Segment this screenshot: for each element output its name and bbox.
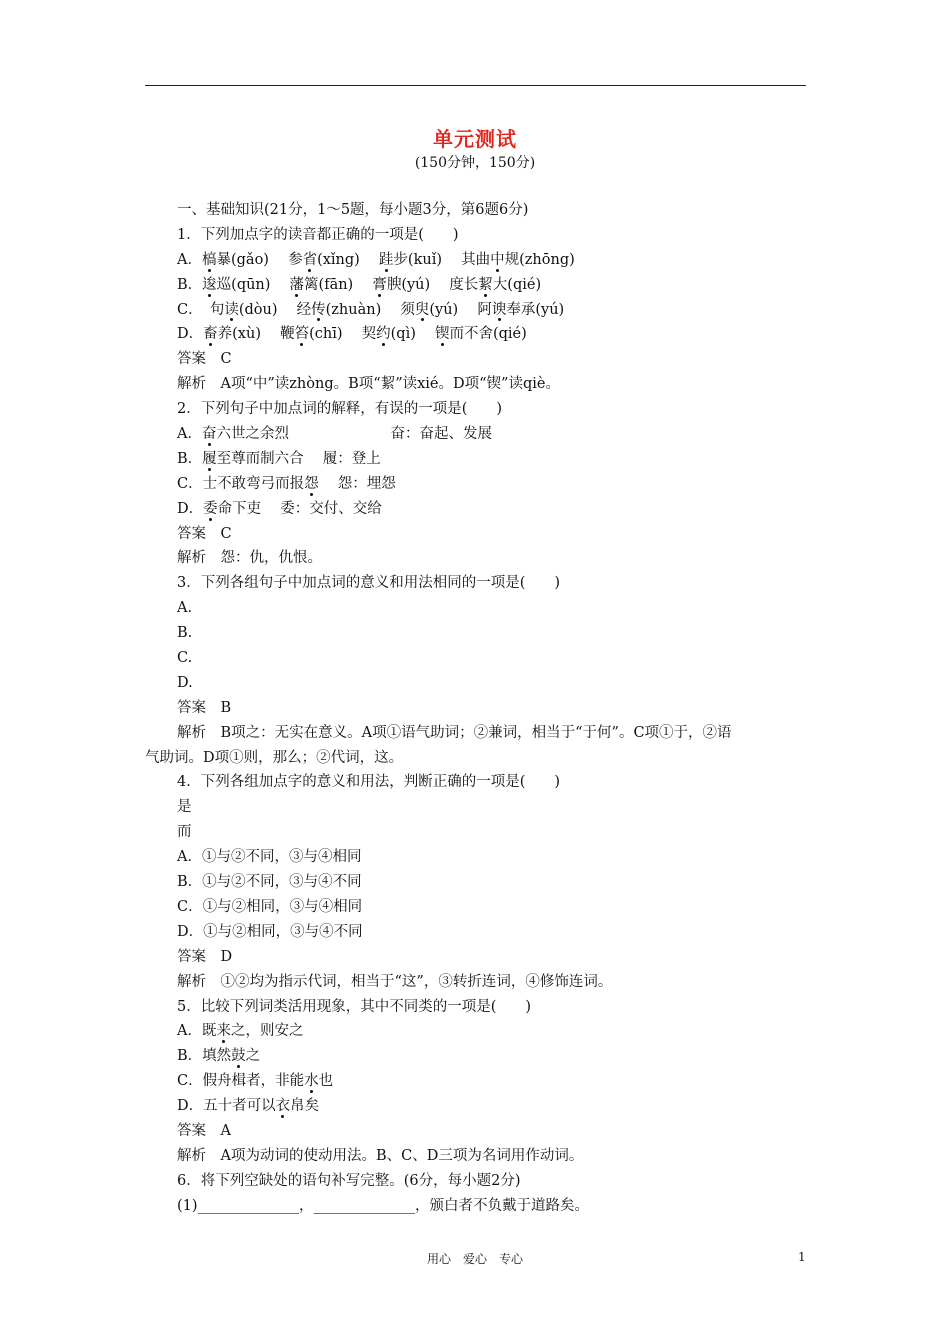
emphasized-char: 畜 [203,322,218,347]
text-segment: 5．比较下列词类活用现象，其中不同类的一项是( ) [177,998,532,1015]
document-body [145,198,810,1219]
header-rule [145,85,806,86]
text-line [145,546,810,571]
emphasized-char: 省 [303,248,318,273]
text-segment: 答案 A [177,1122,231,1139]
text-segment: (1)______________，______________，颁白者不负戴于道路矣。 [177,1197,590,1214]
emphasized-char: 委 [203,497,218,522]
text-line [145,696,810,721]
page-title: 单元测试 [433,127,517,151]
footer-text: 用心 爱心 专心 [426,1252,523,1266]
text-segment: 怨：埋怨 [318,475,396,492]
emphasized-char: 衣 [276,1094,291,1119]
text-segment: D. [177,674,193,691]
emphasized-char: 逡 [202,273,217,298]
text-line [145,497,810,522]
text-line [145,795,810,820]
text-segment: 大(qié) [492,276,542,293]
text-line [145,223,810,248]
emphasized-char: 锲 [435,322,450,347]
text-segment: (dòu) 经 [238,301,312,318]
text-segment: 也 [318,1073,334,1090]
text-segment: 解析 怨：仇，仇恨。 [177,550,322,567]
text-line [145,1194,810,1219]
text-line [145,920,810,945]
emphasized-char: 膏 [372,273,387,298]
text-segment: 解析 ①②均为指示代词，相当于“这”，③转折连词，④修饰连词。 [177,973,613,990]
emphasized-char: 藩 [290,273,305,298]
text-segment: B．①与②不同，③与④不同 [177,874,362,891]
text-segment: 帛矣 [290,1098,320,1115]
page-subtitle: (150分钟，150分) [414,155,536,171]
text-line [145,422,810,447]
text-line [145,646,810,671]
text-segment: 之 [245,1048,261,1065]
emphasized-char: 读 [224,298,239,323]
text-segment: B. [177,625,193,642]
text-segment: 至尊而制六合 履：登上 [216,450,381,467]
text-segment: A． [177,251,202,268]
emphasized-char: 来 [216,1019,231,1044]
text-line [145,372,810,397]
text-segment: 3．下列各组句子中加点词的意义和用法相同的一项是( ) [177,575,561,592]
text-segment: 而 [177,824,192,841]
text-segment: 巡(qūn) [216,276,290,293]
text-line [145,571,810,596]
emphasized-char: 水 [304,1069,319,1094]
text-segment: 六世之余烈 奋：奋起、发展 [216,426,492,443]
text-line [145,895,810,920]
emphasized-char: 絜 [478,273,493,298]
text-line [145,447,810,472]
text-line [145,298,810,323]
text-line [145,596,810,621]
text-line [145,746,810,771]
text-line [145,273,810,298]
text-line [145,970,810,995]
text-line [145,671,810,696]
emphasized-char: 谀 [492,298,507,323]
text-line [145,347,810,372]
text-line [145,248,810,273]
text-segment: D． [177,500,204,517]
text-segment: 气助词。D项①则，那么；②代词，这。 [145,749,404,766]
text-segment: 一、基础知识(21分，1～5题，每小题3分，第6题6分) [177,202,529,218]
text-segment: (yú) 阿 [429,301,492,318]
text-segment: 解析 B项之：无实在意义。A项①语气助词；②兼词，相当于“于何”。C项①于，②语 [177,724,732,741]
text-segment: B．填然 [177,1048,232,1065]
text-line [145,945,810,970]
text-segment: A. [177,600,193,617]
text-segment: 解析 A项“中”读zhòng。B项“絜”读xié。D项“锲”读qiè。 [177,376,560,393]
text-line [145,522,810,547]
text-segment: 2．下列句子中加点词的解释，有误的一项是( ) [177,401,503,418]
text-line [145,1119,810,1144]
text-segment: 答案 C [177,351,232,368]
text-line [145,198,810,223]
text-segment: (qì) [390,326,435,343]
text-line [145,721,810,746]
emphasized-char: 跬 [379,248,394,273]
text-line [145,1169,810,1194]
text-line [145,1069,810,1094]
text-segment: 1．下列加点字的读音都正确的一项是( ) [177,226,459,243]
emphasized-char: 约 [376,322,391,347]
text-segment: C．假舟楫者，非能 [177,1073,305,1090]
text-segment: 步(kuǐ) 其曲 [393,251,491,268]
emphasized-char: 奋 [202,422,217,447]
text-segment: 是 [177,799,192,816]
text-segment: C．①与②相同，③与④相同 [177,898,363,915]
text-segment: 奉承(yú) [506,301,565,318]
emphasized-char: 鼓 [231,1044,246,1069]
text-segment: 答案 D [177,948,233,965]
text-segment: 篱(fān) [304,276,373,293]
emphasized-char: 臾 [415,298,430,323]
text-line [145,1019,810,1044]
text-line [145,1044,810,1069]
text-line [145,845,810,870]
emphasized-char: 履 [202,447,217,472]
text-line [145,1094,810,1119]
text-line [145,397,810,422]
text-segment: 规(zhōng) [504,251,575,268]
text-segment: 养(xù) 鞭 [217,326,295,343]
emphasized-char: 槁 [202,248,217,273]
text-line [145,995,810,1020]
text-segment: 命下吏 委：交付、交给 [217,500,382,517]
text-segment: 腴(yú) 度长 [386,276,479,293]
emphasized-char: 中 [490,248,505,273]
text-line [145,621,810,646]
text-segment: (xǐng) [317,251,379,268]
text-line [145,1144,810,1169]
text-segment: 解析 A项为动词的使动用法。B、C、D三项为名词用作动词。 [177,1147,584,1164]
text-segment: D．①与②相同，③与④不同 [177,923,363,940]
text-segment: B． [177,450,203,467]
text-segment: 6．将下列空缺处的语句补写完整。(6分，每小题2分) [177,1172,521,1189]
text-segment: 暴(gǎo) 参 [216,251,303,268]
text-segment: 答案 C [177,525,232,542]
text-segment: D．五十者可以 [177,1098,276,1115]
text-segment: A． [177,426,202,443]
emphasized-char: 笞 [295,322,310,347]
text-segment: A．既 [177,1023,217,1040]
text-segment: B． [177,276,203,293]
text-segment: 而不舍(qié) [449,326,527,343]
text-segment: (chī) 契 [309,326,377,343]
text-line [145,820,810,845]
text-segment: (zhuàn) 须 [325,301,415,318]
emphasized-char: 怨 [304,472,319,497]
emphasized-char: 传 [311,298,326,323]
text-segment: 之，则安之 [230,1023,304,1040]
text-line [145,770,810,795]
text-segment: 答案 B [177,699,232,716]
text-segment: 4．下列各组加点字的意义和用法，判断正确的一项是( ) [177,774,561,791]
text-segment: C．士不敢弯弓而报 [177,475,305,492]
page-number: 1 [798,1250,806,1264]
text-segment: A．①与②不同，③与④相同 [177,849,362,866]
text-line [145,870,810,895]
text-line [145,322,810,347]
text-line [145,472,810,497]
text-segment: C. [177,650,193,667]
text-segment: C． 句 [177,301,225,318]
text-segment: D． [177,326,204,343]
